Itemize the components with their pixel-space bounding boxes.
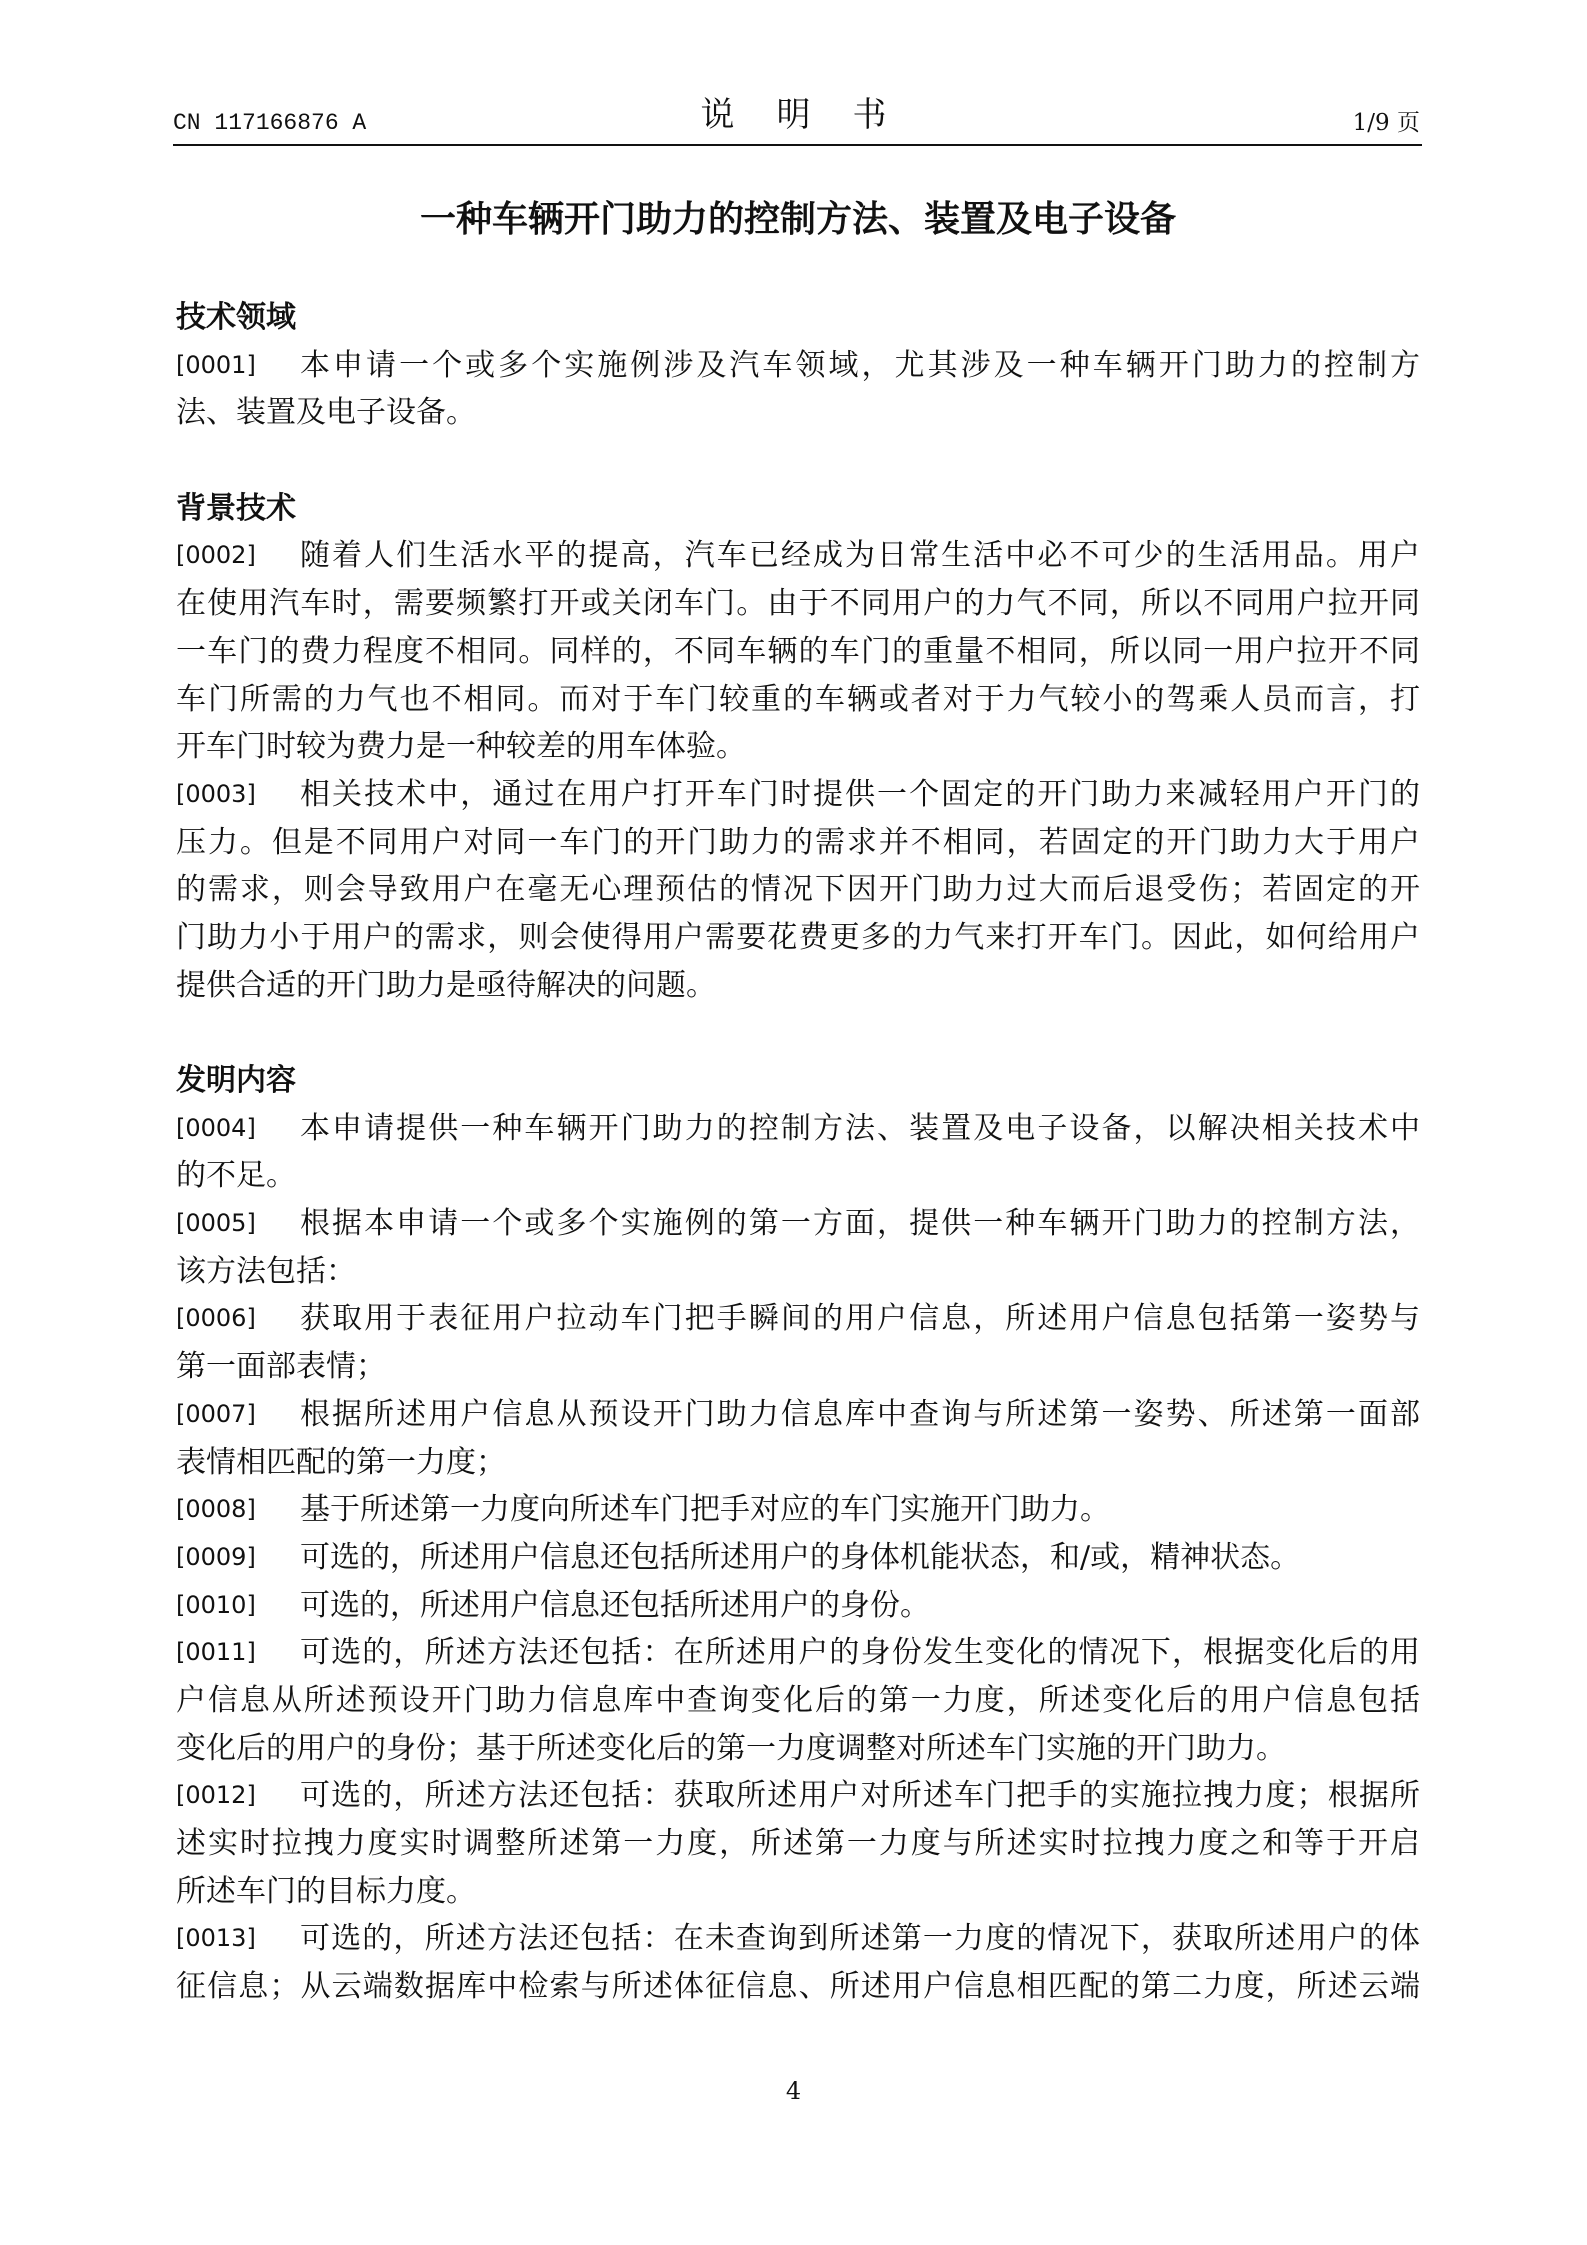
- paragraph-first-line: [176, 1486, 1420, 1534]
- paragraph-first-line: [176, 1772, 1420, 1820]
- paragraph-line: 可选的，所述方法还包括：在未查询到所述第一力度的情况下，获取所述用户的体: [300, 1921, 1420, 1957]
- publication-number: CN 117166876 A: [173, 110, 367, 136]
- paragraph-line: 本申请一个或多个实施例涉及汽车领域，尤其涉及一种车辆开门助力的控制方: [300, 347, 1420, 383]
- paragraph-line: 压力。但是不同用户对同一车门的开门助力的需求并不相同，若固定的开门助力大于用户: [176, 824, 1420, 860]
- paragraph-first-line: [176, 1295, 1420, 1343]
- paragraph-line: 的需求，则会导致用户在毫无心理预估的情况下因开门助力过大而后退受伤；若固定的开: [176, 872, 1420, 908]
- document-section: [176, 485, 1420, 1010]
- paragraph-number: [0003]: [176, 779, 256, 808]
- paragraph-line: 在使用汽车时，需要频繁打开或关闭车门。由于不同用户的力气不同，所以不同用户拉开同: [176, 586, 1420, 622]
- paragraph-line: 相关技术中，通过在用户打开车门时提供一个固定的开门助力来减轻用户开门的: [300, 776, 1420, 812]
- paragraph-line: 可选的，所述用户信息还包括所述用户的身份。: [300, 1587, 930, 1623]
- paragraph-number: [0009]: [176, 1542, 256, 1571]
- paragraph-line: 本申请提供一种车辆开门助力的控制方法、装置及电子设备，以解决相关技术中: [300, 1110, 1420, 1146]
- paragraph-line: 述实时拉拽力度实时调整所述第一力度，所述第一力度与所述实时拉拽力度之和等于开启: [176, 1826, 1420, 1861]
- paragraph-line: 的不足。: [176, 1158, 296, 1194]
- paragraph-line: 所述车门的目标力度。: [176, 1873, 476, 1909]
- paragraph: [176, 1391, 1420, 1486]
- invention-title: 一种车辆开门助力的控制方法、装置及电子设备: [419, 199, 1176, 240]
- paragraph: [176, 1629, 1420, 1772]
- paragraph-number: [0007]: [176, 1399, 256, 1428]
- paragraph-first-line: [176, 1629, 1420, 1677]
- page-count: 1/9 页: [1352, 110, 1420, 136]
- paragraph-first-line: [176, 532, 1420, 580]
- paragraph-line: 根据本申请一个或多个实施例的第一方面，提供一种车辆开门助力的控制方法，: [300, 1206, 1420, 1242]
- paragraph-first-line: [176, 771, 1420, 819]
- paragraph-first-line: [176, 1200, 1420, 1248]
- paragraph-number: [0010]: [176, 1590, 256, 1619]
- paragraph-first-line: [176, 1534, 1420, 1582]
- paragraph-line: 提供合适的开门助力是亟待解决的问题。: [176, 967, 716, 1003]
- paragraph-line: 该方法包括：: [176, 1253, 356, 1289]
- paragraph-line: 第一面部表情；: [176, 1349, 386, 1385]
- paragraph-line: 户信息从所述预设开门助力信息库中查询变化后的第一力度，所述变化后的用户信息包括: [176, 1682, 1420, 1718]
- paragraph-number: [0001]: [176, 350, 256, 379]
- paragraph-first-line: [176, 342, 1420, 390]
- paragraph-first-line: [176, 1915, 1420, 1963]
- paragraph-number: [0008]: [176, 1495, 256, 1524]
- paragraph-number: [0005]: [176, 1209, 256, 1238]
- paragraph-number: [0011]: [176, 1638, 256, 1667]
- paragraph: [176, 1772, 1420, 1915]
- document-type-title: 说明书: [700, 95, 929, 135]
- paragraph: [176, 1915, 1420, 2010]
- paragraph: [176, 1534, 1420, 1582]
- paragraph-line: 一车门的费力程度不相同。同样的，不同车辆的车门的重量不相同，所以同一用户拉开不同: [176, 633, 1420, 669]
- paragraph-line: 变化后的用户的身份；基于所述变化后的第一力度调整对所述车门实施的开门助力。: [176, 1730, 1286, 1766]
- paragraph-line: 获取用于表征用户拉动车门把手瞬间的用户信息，所述用户信息包括第一姿势与: [300, 1301, 1420, 1337]
- paragraph-first-line: [176, 1391, 1420, 1439]
- paragraph: [176, 532, 1420, 770]
- paragraph-number: [0002]: [176, 541, 256, 570]
- paragraph: [176, 1200, 1420, 1295]
- paragraph-line: 可选的，所述方法还包括：在所述用户的身份发生变化的情况下，根据变化后的用: [300, 1635, 1420, 1671]
- description-body: [176, 294, 1420, 2011]
- paragraph-line: 开车门时较为费力是一种较差的用车体验。: [176, 729, 746, 765]
- page-number: 4: [785, 2077, 802, 2105]
- paragraph-line: 门助力小于用户的需求，则会使得用户需要花费更多的力气来打开车门。因此，如何给用户: [176, 919, 1420, 955]
- paragraph: [176, 1295, 1420, 1390]
- paragraph: [176, 342, 1420, 437]
- paragraph: [176, 771, 1420, 1009]
- paragraph-line: 车门所需的力气也不相同。而对于车门较重的车辆或者对于力气较小的驾乘人员而言，打: [176, 681, 1420, 717]
- paragraph-number: [0006]: [176, 1304, 256, 1333]
- paragraph-first-line: [176, 1105, 1420, 1153]
- paragraph: [176, 1105, 1420, 1200]
- paragraph-line: 根据所述用户信息从预设开门助力信息库中查询与所述第一姿势、所述第一面部: [300, 1396, 1420, 1432]
- section-heading: 技术领域: [176, 300, 296, 335]
- paragraph: [176, 1486, 1420, 1534]
- document-section: [176, 294, 1420, 437]
- document-section: [176, 1057, 1420, 2011]
- section-heading: 发明内容: [176, 1063, 296, 1098]
- paragraph-first-line: [176, 1582, 1420, 1630]
- paragraph-number: [0012]: [176, 1781, 256, 1810]
- paragraph-line: 基于所述第一力度向所述车门把手对应的车门实施开门助力。: [300, 1492, 1110, 1528]
- paragraph-line: 法、装置及电子设备。: [176, 395, 476, 431]
- paragraph-line: 表情相匹配的第一力度；: [176, 1444, 506, 1480]
- paragraph-line: 可选的，所述用户信息还包括所述用户的身体机能状态，和/或，精神状态。: [300, 1539, 1301, 1575]
- paragraph-number: [0004]: [176, 1113, 256, 1142]
- header-rule: [173, 144, 1422, 146]
- paragraph-line: 随着人们生活水平的提高，汽车已经成为日常生活中必不可少的生活用品。用户: [300, 538, 1420, 574]
- paragraph-line: 征信息；从云端数据库中检索与所述体征信息、所述用户信息相匹配的第二力度，所述云端: [176, 1969, 1420, 2005]
- paragraph-line: 可选的，所述方法还包括：获取所述用户对所述车门把手的实施拉拽力度；根据所: [300, 1778, 1420, 1814]
- paragraph: [176, 1582, 1420, 1630]
- paragraph-number: [0013]: [176, 1924, 256, 1953]
- section-heading: 背景技术: [176, 490, 296, 526]
